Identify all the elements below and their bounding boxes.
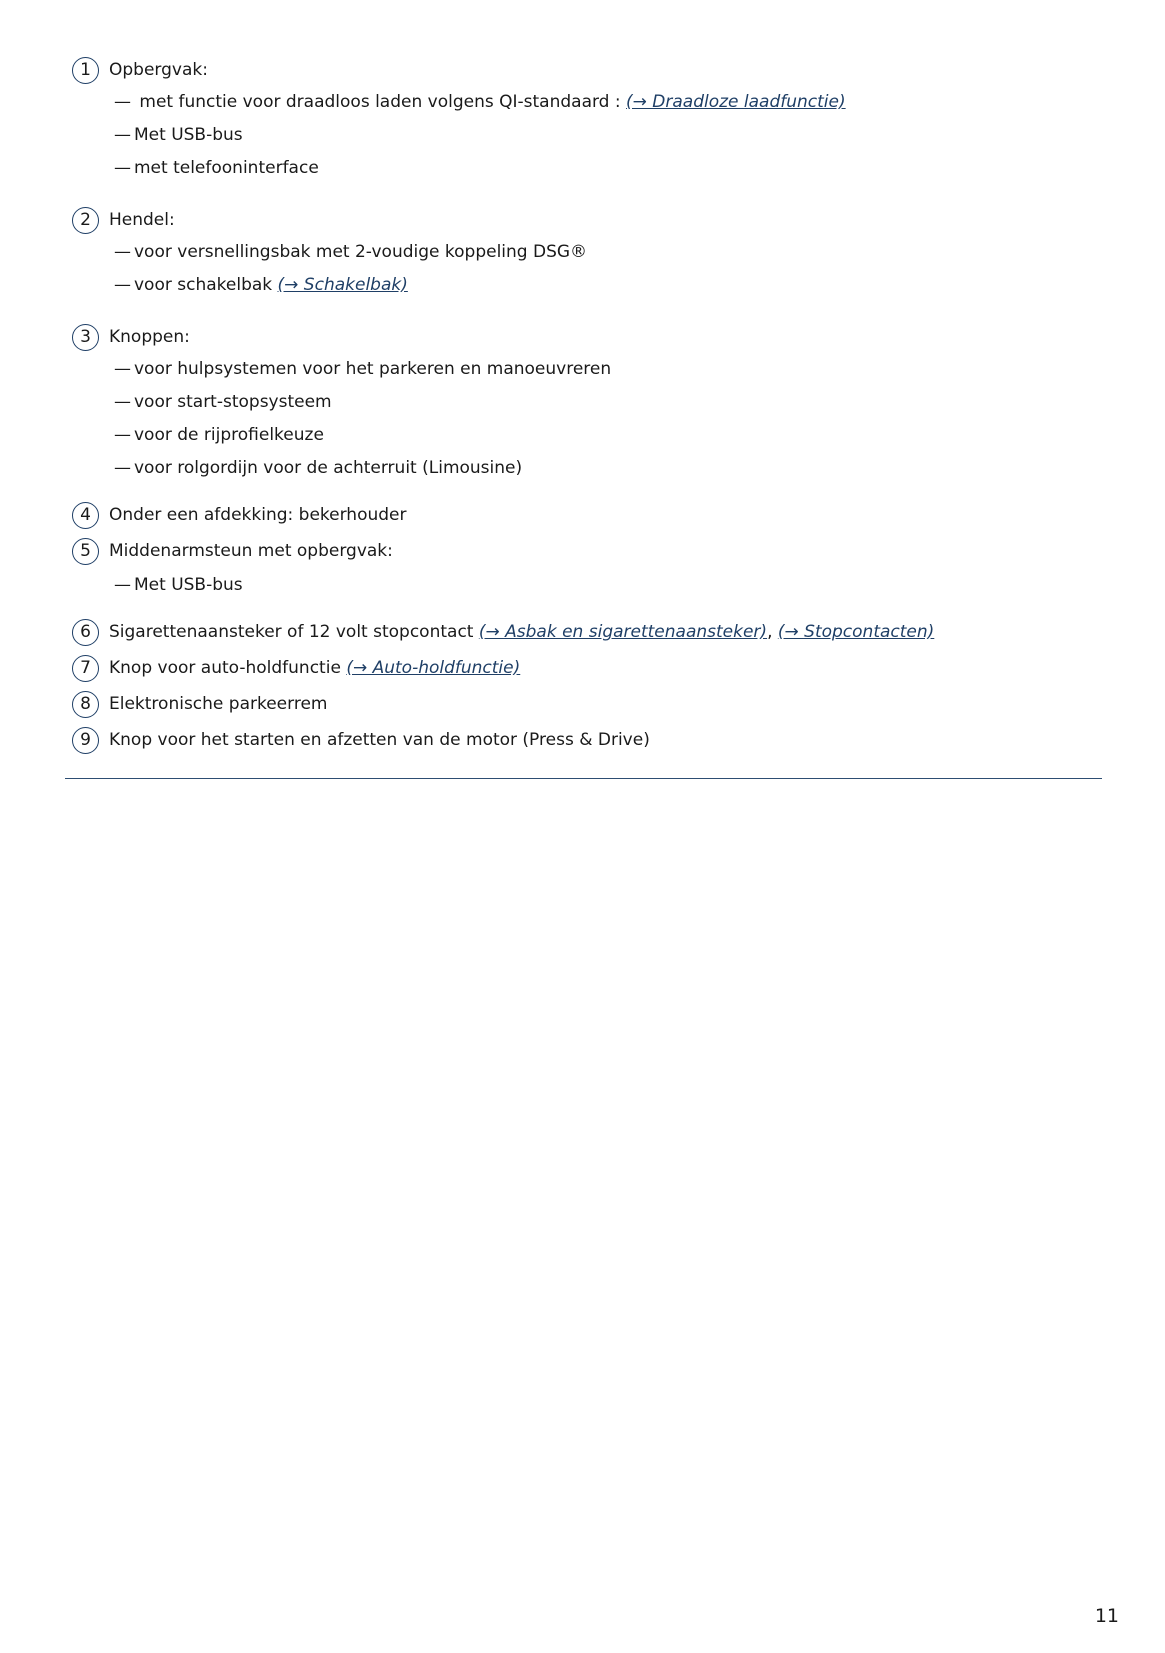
- item-label: Elektronische parkeerrem: [109, 694, 328, 714]
- item-label-line: [109, 652, 520, 684]
- sub-list: [72, 236, 1102, 302]
- sub-item-text: voor schakelbak: [134, 275, 273, 295]
- sub-item: [72, 353, 1102, 386]
- legend-item-8: [72, 686, 1102, 722]
- sub-item-text: voor hulpsystemen voor het parkeren en manoeuvreren: [134, 359, 612, 379]
- item-number-badge: 5: [72, 538, 99, 565]
- cross-reference-link[interactable]: (→ Auto-holdfunctie): [346, 658, 521, 678]
- legend-item-3: [72, 321, 1102, 485]
- item-number-badge: 8: [72, 691, 99, 718]
- sub-item: [72, 386, 1102, 419]
- legend-item-6: [72, 614, 1102, 650]
- sub-item-text: voor rolgordijn voor de achterruit (Limousine): [134, 458, 523, 478]
- item-number-badge: 6: [72, 619, 99, 646]
- item-label-line: [109, 616, 934, 648]
- cross-reference-link[interactable]: (→ Draadloze laadfunctie): [626, 92, 846, 112]
- sub-item-text: met functie voor draadloos laden volgens QI-standaard :: [139, 92, 621, 112]
- legend-item-7: [72, 650, 1102, 686]
- item-number-badge: 9: [72, 727, 99, 754]
- item-label: Hendel:: [109, 210, 175, 230]
- cross-reference-link[interactable]: (→ Schakelbak): [277, 275, 408, 295]
- dash: —: [114, 359, 131, 379]
- section-divider: [65, 778, 1102, 779]
- dash: —: [114, 425, 131, 445]
- dash: —: [114, 158, 131, 178]
- item-label: Knop voor het starten en afzetten van de motor (Press & Drive): [109, 730, 650, 750]
- dash: —: [114, 242, 131, 262]
- item-label: Knoppen:: [109, 327, 190, 347]
- item-label: Middenarmsteun met opbergvak:: [109, 541, 393, 561]
- item-number-badge: 2: [72, 207, 99, 234]
- item-label: Onder een afdekking: bekerhouder: [109, 505, 407, 525]
- sub-item-text: Met USB-bus: [134, 575, 243, 595]
- item-label: Opbergvak:: [109, 60, 208, 80]
- page-number: 11: [1094, 1605, 1119, 1627]
- sub-item-text: voor start-stopsysteem: [134, 392, 332, 412]
- sub-item: [72, 152, 1102, 185]
- sub-list: [72, 569, 1102, 602]
- legend-item-1: [72, 54, 1102, 185]
- dash: —: [114, 275, 131, 295]
- sub-item: [72, 419, 1102, 452]
- item-number-badge: 4: [72, 502, 99, 529]
- dash: —: [114, 92, 131, 112]
- item-number-badge: 3: [72, 324, 99, 351]
- sub-item: [72, 236, 1102, 269]
- item-number-badge: 1: [72, 57, 99, 84]
- sub-list: [72, 86, 1102, 185]
- dash: —: [114, 392, 131, 412]
- legend-item-4: [72, 497, 1102, 533]
- cross-reference-link[interactable]: (→ Stopcontacten): [777, 622, 935, 642]
- sub-item-text: voor de rijprofielkeuze: [134, 425, 324, 445]
- sub-item: [72, 452, 1102, 485]
- legend-item-9: [72, 722, 1102, 758]
- sub-item: [72, 86, 1102, 119]
- dash: —: [114, 458, 131, 478]
- sub-item-text: met telefooninterface: [134, 158, 319, 178]
- dash: —: [114, 575, 131, 595]
- sub-item: [72, 119, 1102, 152]
- legend-item-5: [72, 533, 1102, 602]
- sub-list: [72, 353, 1102, 485]
- sub-item: [72, 569, 1102, 602]
- separator: ,: [767, 622, 773, 642]
- legend-item-2: [72, 204, 1102, 302]
- item-label: Knop voor auto-holdfunctie: [109, 658, 341, 678]
- component-legend: [72, 54, 1102, 758]
- item-label: Sigarettenaansteker of 12 volt stopcontact: [109, 622, 474, 642]
- item-number-badge: 7: [72, 655, 99, 682]
- sub-item: [72, 269, 1102, 302]
- sub-item-text: voor versnellingsbak met 2-voudige koppeling DSG®: [134, 242, 588, 262]
- cross-reference-link[interactable]: (→ Asbak en sigarettenaansteker): [478, 622, 768, 642]
- dash: —: [114, 125, 131, 145]
- sub-item-text: Met USB-bus: [134, 125, 243, 145]
